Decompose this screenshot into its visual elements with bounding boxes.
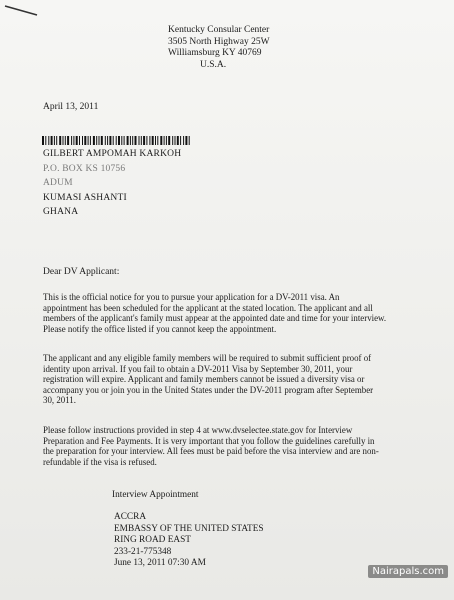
barcode-bar <box>124 136 125 145</box>
barcode-bar <box>164 136 165 145</box>
barcode-bar <box>146 136 147 145</box>
barcode-bar <box>67 136 69 145</box>
barcode-bar <box>189 136 190 145</box>
appointment-phone: 233-21-775348 <box>114 546 172 557</box>
paragraph-line: This is the official notice for you to pursue your application for a DV-2011 visa. An <box>43 292 340 302</box>
barcode-bar <box>96 136 97 145</box>
sender-country: U.S.A. <box>200 59 227 70</box>
paragraph-line: Please notify the office listed if you cannot keep the appointment. <box>43 323 277 334</box>
redacted-barcode <box>42 136 192 145</box>
barcode-bar <box>82 136 83 145</box>
barcode-bar <box>177 136 179 145</box>
barcode-bar <box>51 136 53 145</box>
barcode-bar <box>155 136 156 145</box>
barcode-bar <box>130 136 131 145</box>
barcode-bar <box>175 136 176 145</box>
barcode-bar <box>135 136 137 145</box>
paragraph-line: accompany you or join you in the United States under the DV-2011 program after September <box>43 384 374 395</box>
letter-date: April 13, 2011 <box>43 102 99 112</box>
barcode-bar <box>107 136 108 145</box>
recipient-address <box>43 147 181 220</box>
barcode-bar <box>168 136 170 145</box>
barcode-bar <box>71 136 72 145</box>
appointment-label: Interview Appointment <box>112 490 199 500</box>
barcode-bar <box>63 136 64 145</box>
barcode-bar <box>88 136 89 145</box>
paragraph-line: identity upon arrival. If you fail to obtain a DV-2011 Visa by September 30, 2011, your <box>43 363 353 374</box>
barcode-bar <box>139 136 140 145</box>
barcode-bar <box>116 136 117 145</box>
barcode-bar <box>99 136 100 145</box>
barcode-bar <box>76 136 78 145</box>
sender-street: 3505 North Highway 25W <box>168 36 270 47</box>
paragraph-line: registration will expire. Applicant and family members cannot be issued a diversity visa or <box>43 374 365 384</box>
sender-city: Williamsburg KY 40769 <box>168 48 262 58</box>
interview-appointment <box>112 490 264 569</box>
barcode-bar <box>152 136 154 145</box>
paragraph-line: Please follow instructions provided in step 4 at www.dvselectee.state.gov for Interview <box>43 425 353 435</box>
barcode-bar <box>166 136 167 145</box>
barcode-bar <box>54 136 55 145</box>
appointment-datetime: June 13, 2011 07:30 AM <box>114 558 206 569</box>
barcode-bar <box>84 136 86 145</box>
barcode-bar <box>141 136 142 145</box>
paragraph-line: Preparation and Fee Payments. It is very important that you follow the guidelines carefully in <box>43 435 375 446</box>
paragraph-line: The applicant and any eligible family members will be required to submit sufficient proof of <box>43 353 372 363</box>
barcode-bar <box>149 136 150 145</box>
sender-address <box>168 25 270 71</box>
barcode-bar <box>73 136 74 145</box>
barcode-bar <box>109 136 111 145</box>
recipient-po-box: P.O. BOX KS 10756 <box>43 163 126 174</box>
paragraph-notice <box>43 292 448 334</box>
pen-stroke-mark <box>4 4 38 16</box>
barcode-bar <box>172 136 173 145</box>
barcode-bar <box>121 136 122 145</box>
barcode-bar <box>90 136 91 145</box>
appointment-road: RING ROAD EAST <box>114 535 191 546</box>
paragraph-line: the preparation for your interview. All fees must be paid before the visa interview and are non- <box>43 446 379 456</box>
barcode-bar <box>56 136 57 145</box>
paragraph-instructions <box>43 425 448 467</box>
paragraph-line: refundable if the visa is refused. <box>43 456 157 467</box>
sender-name: Kentucky Consular Center <box>168 25 270 35</box>
recipient-name: GILBERT AMPOMAH KARKOH <box>43 149 182 159</box>
barcode-bar <box>48 136 49 145</box>
barcode-bar <box>105 136 106 145</box>
appointment-embassy: EMBASSY OF THE UNITED STATES <box>114 523 264 534</box>
appointment-details <box>112 512 264 569</box>
barcode-bar <box>143 136 145 145</box>
paragraph-line: 30, 2011. <box>43 395 76 405</box>
site-watermark: Nairapals.com <box>368 565 448 578</box>
barcode-bar <box>113 136 114 145</box>
barcode-bar <box>157 136 158 145</box>
barcode-bar <box>118 136 120 145</box>
paragraph-line: members of the applicant's family must appear at the appointed date and time for your interview. <box>43 313 387 323</box>
recipient-locality: ADUM <box>43 178 73 188</box>
barcode-bar <box>127 136 129 145</box>
salutation: Dear DV Applicant: <box>43 267 120 277</box>
barcode-bar <box>42 136 44 145</box>
barcode-bar <box>59 136 61 145</box>
appointment-city: ACCRA <box>114 512 147 523</box>
barcode-bar <box>93 136 95 145</box>
barcode-bar <box>101 136 103 145</box>
paragraph-line: appointment has been scheduled for the applicant at the stated location. The applicant and all <box>43 302 373 313</box>
barcode-bar <box>45 136 46 145</box>
barcode-bar <box>180 136 181 145</box>
barcode-bar <box>65 136 66 145</box>
paragraph-identity <box>43 353 448 406</box>
barcode-bar <box>132 136 133 145</box>
barcode-bar <box>185 136 187 145</box>
recipient-country: GHANA <box>43 207 79 217</box>
recipient-city: KUMASI ASHANTI <box>43 192 127 203</box>
barcode-bar <box>79 136 80 145</box>
barcode-bar <box>183 136 184 145</box>
barcode-bar <box>160 136 162 145</box>
